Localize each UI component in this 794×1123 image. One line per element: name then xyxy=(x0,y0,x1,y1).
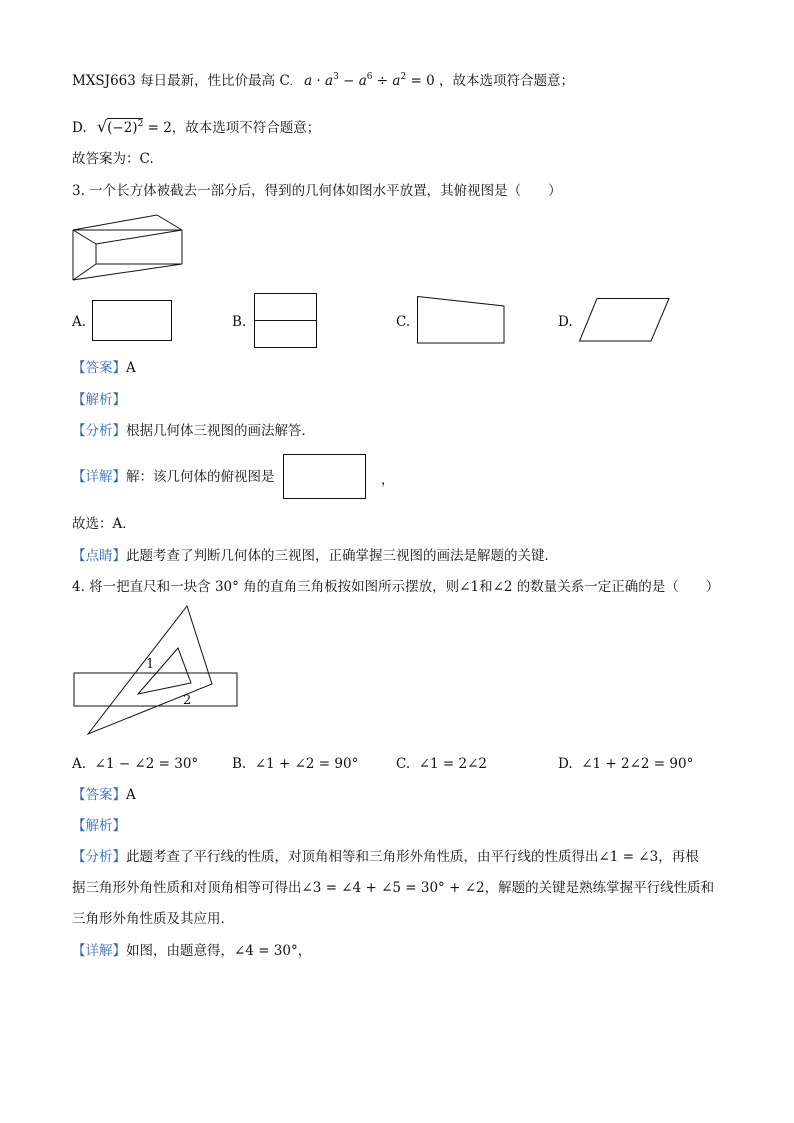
line-prefix: MXSJ663 每日最新，性比价最高 C xyxy=(72,73,290,89)
option-label: D. xyxy=(558,756,573,772)
q3-option-a-label: A. xyxy=(72,314,87,330)
angle-2-label: 2 xyxy=(183,693,192,708)
sqrt-base: (−2) xyxy=(107,120,138,136)
q4-fenxi-1 xyxy=(72,848,699,866)
exponent: 3 xyxy=(333,72,339,82)
dot: ． xyxy=(289,77,300,88)
detail-text: 如图，由题意得，∠4 = 30°， xyxy=(126,943,312,959)
q3-option-b-label: B. xyxy=(232,314,247,330)
q4-fenxi-3: 三角形外角性质及其应用． xyxy=(72,911,234,927)
q3-choose: 故选：A． xyxy=(72,516,136,532)
comment-tag: 【点睛】 xyxy=(72,548,126,564)
q4-option-a xyxy=(72,756,198,772)
exponent: 6 xyxy=(366,72,373,82)
line-suffix: ，故本选项符合题意； xyxy=(438,73,574,89)
line-suffix: ，故本选项不符合题意； xyxy=(171,120,321,136)
answer-line-prev: 故答案为：C. xyxy=(72,151,154,167)
op-div: ÷ a xyxy=(372,73,401,89)
analysis-tag: 【解析】 xyxy=(72,818,126,834)
q4-detail xyxy=(72,942,311,960)
q4-stem: 4. 将一把直尺和一块含 30° 角的直角三角板按如图所示摆放，则∠1和∠2 的数量关系一定正确的是（ ） xyxy=(72,579,720,595)
detail-tag: 【详解】 xyxy=(72,943,126,959)
q4-option-b xyxy=(232,756,358,772)
option-text: ∠1 = 2∠2 xyxy=(418,756,488,772)
exponent: 2 xyxy=(137,119,144,129)
op-eq: = 0 xyxy=(406,73,435,89)
fenxi-text: 此题考查了平行线的性质，对顶角相等和三角形外角性质，由平行线的性质得出∠1 = ∠3，再根 xyxy=(126,849,699,865)
option-label: A. xyxy=(72,756,87,772)
option-text: ∠1 − ∠2 = 30° xyxy=(94,756,199,772)
answer-value: A xyxy=(126,787,136,803)
option-label: D. xyxy=(72,120,87,136)
option-label: B. xyxy=(232,756,247,772)
q4-fenxi-2: 据三角形外角性质和对顶角相等可得出∠3 = ∠4 + ∠5 = 30° + ∠2，解题的关键是熟练掌握平行线性质和 xyxy=(72,880,715,896)
fenxi-tag: 【分析】 xyxy=(72,423,126,439)
op-dot: · xyxy=(312,73,326,89)
answer-tag: 【答案】 xyxy=(72,787,126,803)
sqrt-sign: √ xyxy=(96,117,108,136)
q3-stem: 3. 一个长方体被截去一部分后，得到的几何体如图水平放置，其俯视图是（ ） xyxy=(72,183,562,199)
exponent: 2 xyxy=(400,72,407,82)
fenxi-tag: 【分析】 xyxy=(72,849,126,865)
analysis-tag: 【解析】 xyxy=(72,392,126,408)
answer-tag: 【答案】 xyxy=(72,360,126,376)
q3-option-d-label: D. xyxy=(558,314,573,330)
q4-option-c xyxy=(396,756,487,772)
detail-text: 解：该几何体的俯视图是 xyxy=(126,469,275,485)
q4-option-d xyxy=(558,756,693,772)
detail-tag: 【详解】 xyxy=(72,469,126,485)
q3-detail-end: ， xyxy=(381,472,395,488)
option-text: ∠1 + ∠2 = 90° xyxy=(254,756,359,772)
var-a: a xyxy=(325,73,334,89)
q3-option-c-label: C. xyxy=(396,314,411,330)
q4-answer xyxy=(72,786,136,804)
comment-text: 此题考查了判断几何体的三视图，正确掌握三视图的画法是解题的关键． xyxy=(126,548,558,564)
rhs: = 2 xyxy=(143,120,172,136)
op-minus: − a xyxy=(338,73,367,89)
angle-1-label: 1 xyxy=(146,657,155,672)
var-a: a xyxy=(304,73,313,89)
option-label: C. xyxy=(396,756,411,772)
fenxi-text: 根据几何体三视图的画法解答． xyxy=(126,423,315,439)
option-text: ∠1 + 2∠2 = 90° xyxy=(581,756,694,772)
q4-analysis-tag xyxy=(72,817,126,835)
answer-value: A xyxy=(126,360,136,376)
